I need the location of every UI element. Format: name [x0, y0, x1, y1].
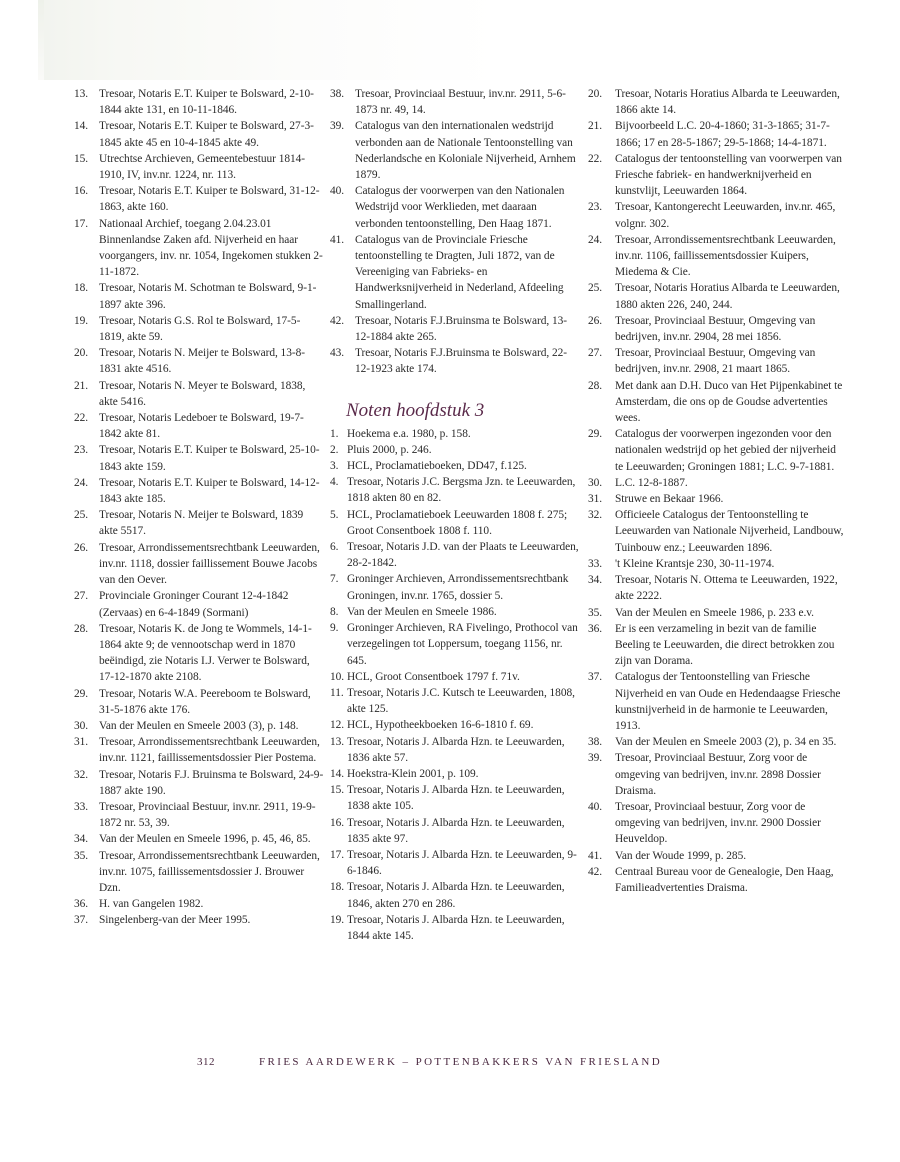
endnote: [330, 118, 582, 183]
endnote-text: Tresoar, Notaris E.T. Kuiper te Bolsward, 14-12-1843 akte 185.: [99, 476, 320, 506]
endnote: [588, 556, 844, 572]
endnote-number: 32.: [74, 768, 89, 781]
endnote: [330, 717, 582, 733]
endnote-number: 39.: [588, 752, 603, 765]
endnote-text: Catalogus der voorwerpen van den Nationalen Wedstrijd voor Werklieden, met daaraan verbonden tentoonstelling, Den Haag 1871.: [355, 185, 565, 230]
endnote-text: Tresoar, Notaris J.C. Bergsma Jzn. te Leeuwarden, 1818 akten 80 en 82.: [347, 476, 576, 505]
endnote-text: Utrechtse Archieven, Gemeentebestuur 1814-1910, IV, inv.nr. 1224, nr. 113.: [99, 152, 306, 182]
endnote-number: 41.: [330, 233, 345, 246]
endnote-number: 3.: [330, 460, 339, 473]
endnote-number: 41.: [588, 849, 603, 862]
endnote-text: Tresoar, Notaris G.S. Rol te Bolsward, 17-5-1819, akte 59.: [99, 314, 301, 344]
endnote-text: Tresoar, Notaris Horatius Albarda te Leeuwarden, 1866 akte 14.: [615, 88, 840, 117]
endnote-number: 33.: [74, 800, 89, 813]
endnote-number: 7.: [330, 573, 339, 586]
endnote-text: Tresoar, Notaris Ledeboer te Bolsward, 19-7-1842 akte 81.: [99, 412, 304, 441]
endnote-number: 19.: [330, 913, 345, 926]
endnote-number: 30.: [588, 476, 603, 489]
endnote-number: 14.: [74, 120, 89, 133]
endnote-number: 25.: [588, 282, 603, 295]
endnote-number: 1.: [330, 427, 339, 440]
endnote: [74, 588, 324, 620]
endnote: [588, 280, 844, 312]
endnote-text: Nationaal Archief, toegang 2.04.23.01 Binnenlandse Zaken afd. Nijverheid en haar voorgangers, inv. nr. 1054, Ingekomen stukken 2-11-1872.: [99, 217, 323, 279]
endnote-number: 6.: [330, 541, 339, 554]
endnote-number: 15.: [330, 784, 345, 797]
endnote-text: Tresoar, Provinciaal Bestuur, Omgeving van bedrijven, inv.nr. 2908, 21 maart 1865.: [615, 347, 816, 376]
endnote: [330, 442, 582, 458]
endnote-number: 8.: [330, 605, 339, 618]
scan-shadow: [0, 0, 900, 80]
endnote-number: 31.: [588, 493, 603, 506]
column-3: [588, 86, 844, 896]
endnote: [74, 345, 324, 377]
running-title: FRIES AARDEWERK – POTTENBAKKERS VAN FRIESLAND: [259, 1056, 663, 1068]
endnote-text: Tresoar, Notaris N. Meijer te Bolsward, 1839 akte 5517.: [99, 509, 304, 538]
endnote: [74, 540, 324, 589]
endnote-text: Tresoar, Notaris N. Meyer te Bolsward, 1838, akte 5416.: [99, 379, 306, 408]
endnote-number: 4.: [330, 476, 339, 489]
endnote: [74, 718, 324, 734]
endnote: [74, 442, 324, 474]
endnote: [330, 669, 582, 685]
endnote-text: Struwe en Bekaar 1966.: [615, 493, 724, 506]
endnote-number: 10.: [330, 670, 345, 683]
endnote: [74, 313, 324, 345]
endnote-text: Catalogus van den internationalen wedstrijd verbonden aan de Nationale Tentoonstelling van Nederlandsche en Koloniale Nijverheid, Arnhem 1879.: [355, 120, 576, 182]
endnote-text: Tresoar, Notaris J. Albarda Hzn. te Leeuwarden, 1838 akte 105.: [347, 784, 565, 813]
endnote: [74, 831, 324, 847]
page-number: 312: [197, 1056, 215, 1068]
endnote-number: 24.: [588, 233, 603, 246]
endnote-number: 32.: [588, 509, 603, 522]
endnote-text: Tresoar, Provinciaal Bestuur, Zorg voor de omgeving van bedrijven, inv.nr. 2898 Dossier Draisma.: [615, 752, 821, 797]
endnote-text: Catalogus van de Provinciale Friesche tentoonstelling te Dragten, Juli 1872, van de Vereeniging van Fabrieks- en Handwerksnijverheid in Nederland, Afdeeling Smallingerland.: [355, 233, 564, 311]
endnote-number: 40.: [330, 185, 345, 198]
endnote-text: Centraal Bureau voor de Genealogie, Den Haag, Familieadvertenties Draisma.: [615, 865, 834, 894]
endnote: [330, 734, 582, 766]
endnote-text: L.C. 12-8-1887.: [615, 476, 688, 489]
endnote-number: 9.: [330, 622, 339, 635]
endnote: [588, 572, 844, 604]
endnote: [588, 378, 844, 427]
endnote-text: H. van Gangelen 1982.: [99, 898, 204, 911]
endnote-text: HCL, Groot Consentboek 1797 f. 71v.: [347, 670, 520, 683]
endnote: [330, 571, 582, 603]
endnote: [588, 86, 844, 118]
endnote: [588, 750, 844, 799]
endnote-number: 16.: [74, 185, 89, 198]
endnote-text: HCL, Proclamatieboeken, DD47, f.125.: [347, 460, 527, 473]
endnote: [330, 912, 582, 944]
endnote: [588, 151, 844, 200]
endnote-number: 35.: [74, 849, 89, 862]
endnote-number: 42.: [330, 314, 345, 327]
endnote: [74, 280, 324, 312]
endnote-number: 38.: [330, 88, 345, 100]
endnote-number: 26.: [74, 541, 89, 554]
section-heading: Noten hoofdstuk 3: [346, 399, 485, 421]
endnote-text: Van der Meulen en Smeele 1986.: [347, 605, 497, 618]
endnote-text: Tresoar, Notaris J. Albarda Hzn. te Leeuwarden, 1835 akte 97.: [347, 816, 565, 845]
endnote-text: Van der Meulen en Smeele 1996, p. 45, 46, 85.: [99, 833, 311, 846]
endnote: [588, 313, 844, 345]
endnote: [588, 199, 844, 231]
column-1: [74, 86, 324, 929]
endnote-number: 28.: [588, 379, 603, 392]
endnote: [74, 475, 324, 507]
endnote: [588, 621, 844, 670]
endnote-number: 21.: [588, 120, 603, 133]
endnote: [330, 847, 582, 879]
endnote: [330, 474, 582, 506]
endnote-number: 16.: [330, 816, 345, 829]
endnote: [74, 410, 324, 442]
endnote-text: Groninger Archieven, RA Fivelingo, Prothocol van verzegelingen tot Loppersum, toegang 1156, nr. 645.: [347, 622, 578, 667]
endnote: [588, 507, 844, 556]
endnote: [330, 458, 582, 474]
endnote: [588, 491, 844, 507]
endnote: [74, 216, 324, 281]
endnote-number: 24.: [74, 476, 89, 489]
endnote: [330, 879, 582, 911]
endnote: [74, 912, 324, 928]
endnote: [330, 345, 582, 377]
endnote-text: Groninger Archieven, Arrondissementsrechtbank Groningen, inv.nr. 1765, dossier 5.: [347, 573, 569, 602]
endnote-number: 27.: [588, 347, 603, 360]
endnote-number: 43.: [330, 347, 345, 360]
endnote-number: 20.: [74, 347, 89, 360]
endnote-text: Tresoar, Arrondissementsrechtbank Leeuwarden, inv.nr. 1118, dossier faillissement Bouwe Jacobs van den Oever.: [99, 541, 320, 587]
endnote-number: 29.: [74, 687, 89, 700]
endnote: [588, 345, 844, 377]
endnote-text: Tresoar, Provinciaal Bestuur, Omgeving van bedrijven, inv.nr. 2904, 28 mei 1856.: [615, 314, 816, 344]
endnote-number: 17.: [74, 217, 89, 230]
endnote-text: Catalogus der tentoonstelling van voorwerpen van Friesche fabriek- en handwerknijverheid en kunstvlijt, Leeuwarden 1864.: [615, 152, 842, 198]
endnote-text: Van der Meulen en Smeele 1986, p. 233 e.v.: [615, 606, 814, 619]
endnote-number: 21.: [74, 379, 89, 392]
endnote-text: Singelenberg-van der Meer 1995.: [99, 914, 251, 927]
endnote-text: Tresoar, Notaris E.T. Kuiper te Bolsward, 27-3-1845 akte 45 en 10-4-1845 akte 49.: [99, 120, 314, 149]
endnote-number: 39.: [330, 120, 345, 133]
endnote-text: Tresoar, Notaris E.T. Kuiper te Bolsward, 31-12-1863, akte 160.: [99, 185, 320, 214]
endnote-text: Tresoar, Notaris N. Meijer te Bolsward, 13-8-1831 akte 4516.: [99, 347, 305, 376]
endnote-number: 42.: [588, 865, 603, 878]
endnote-number: 17.: [330, 848, 345, 861]
endnote-number: 36.: [74, 898, 89, 911]
endnote-number: 34.: [74, 833, 89, 846]
endnote-text: Van der Meulen en Smeele 2003 (2), p. 34 en 35.: [615, 736, 837, 749]
endnote-number: 37.: [588, 671, 603, 684]
endnote-text: Hoekema e.a. 1980, p. 158.: [347, 427, 471, 440]
endnote-number: 13.: [74, 88, 89, 100]
endnote-number: 29.: [588, 428, 603, 441]
endnote-text: Met dank aan D.H. Duco van Het Pijpenkabinet te Amsterdam, die ons op de Goudse advertenties wees.: [615, 379, 843, 425]
endnote: [330, 782, 582, 814]
endnote-text: Tresoar, Notaris J.C. Kutsch te Leeuwarden, 1808, akte 125.: [347, 686, 575, 716]
endnote-number: 22.: [588, 152, 603, 165]
endnote: [588, 799, 844, 848]
endnote: [330, 685, 582, 717]
endnote: [74, 799, 324, 831]
endnote-number: 40.: [588, 800, 603, 813]
endnote-text: Tresoar, Notaris J. Albarda Hzn. te Leeuwarden, 9-6-1846.: [347, 848, 577, 878]
endnote-text: Tresoar, Provinciaal Bestuur, inv.nr. 2911, 19-9-1872 nr. 53, 39.: [99, 800, 316, 830]
endnote-text: HCL, Hypotheekboeken 16-6-1810 f. 69.: [347, 719, 534, 732]
endnote: [74, 378, 324, 410]
endnote-text: Tresoar, Notaris F.J.Bruinsma te Bolsward, 13-12-1884 akte 265.: [355, 314, 568, 344]
endnote: [330, 766, 582, 782]
endnote: [74, 686, 324, 718]
endnote-number: 2.: [330, 443, 339, 456]
endnote-number: 30.: [74, 719, 89, 732]
endnote: [588, 669, 844, 734]
endnote-number: 22.: [74, 412, 89, 425]
endnote-text: Tresoar, Notaris K. de Jong te Wommels, 14-1-1864 akte 9; de vennootschap werd in 1870 beëindigd, zie Notaris I.J. Verwer te Bolsward, 17-12-1870 akte 2108.: [99, 622, 312, 684]
endnote-number: 34.: [588, 574, 603, 587]
endnote-number: 23.: [74, 444, 89, 457]
endnote: [588, 605, 844, 621]
endnote-number: 26.: [588, 314, 603, 327]
endnote: [74, 621, 324, 686]
endnote-number: 25.: [74, 509, 89, 522]
endnote-number: 19.: [74, 314, 89, 327]
endnote-number: 5.: [330, 508, 339, 521]
endnote: [74, 848, 324, 897]
endnote: [330, 313, 582, 345]
endnote: [330, 620, 582, 669]
endnote-text: Catalogus der voorwerpen ingezonden voor den nationalen wedstrijd op het gebied der nijverheid te Leeuwarden; Groningen 1881; L.C. 9-7-1881.: [615, 428, 836, 473]
endnote-number: 31.: [74, 736, 89, 749]
endnote-number: 20.: [588, 88, 603, 100]
endnote-text: Tresoar, Arrondissementsrechtbank Leeuwarden, inv.nr. 1106, faillissementsdossier Kuipers, Miedema & Cie.: [615, 233, 836, 279]
endnote-number: 14.: [330, 767, 345, 780]
endnote-number: 18.: [330, 881, 345, 894]
endnote: [74, 118, 324, 150]
endnote-text: Catalogus der Tentoonstelling van Friesche Nijverheid en van Oude en Hedendaagse Friesche kunstnijverheid in de harmonie te Leeuwarden, 1913.: [615, 671, 841, 732]
endnote: [330, 507, 582, 539]
endnote: [330, 232, 582, 313]
endnote: [74, 767, 324, 799]
endnote-text: Bijvoorbeeld L.C. 20-4-1860; 31-3-1865; 31-7-1866; 17 en 28-5-1867; 29-5-1868; 14-4-1871.: [615, 120, 830, 149]
endnote-number: 37.: [74, 914, 89, 927]
endnote-number: 38.: [588, 736, 603, 749]
endnote-number: 36.: [588, 622, 603, 635]
endnote-text: Tresoar, Notaris J.D. van der Plaats te Leeuwarden, 28-2-1842.: [347, 541, 579, 570]
endnote-number: 15.: [74, 152, 89, 165]
endnote-text: Tresoar, Provinciaal bestuur, Zorg voor de omgeving van bedrijven, inv.nr. 2900 Dossier Heuveldop.: [615, 800, 821, 846]
endnote-number: 35.: [588, 606, 603, 619]
endnote-text: Tresoar, Notaris W.A. Peereboom te Bolsward, 31-5-1876 akte 176.: [99, 687, 311, 716]
endnote-text: Tresoar, Notaris J. Albarda Hzn. te Leeuwarden, 1836 akte 57.: [347, 735, 565, 764]
endnote: [588, 232, 844, 281]
endnote: [330, 183, 582, 232]
endnote: [330, 539, 582, 571]
endnote-number: 33.: [588, 557, 603, 570]
endnote-number: 28.: [74, 622, 89, 635]
endnote-text: Tresoar, Notaris F.J.Bruinsma te Bolsward, 22-12-1923 akte 174.: [355, 347, 568, 376]
endnote: [74, 151, 324, 183]
endnote-text: Pluis 2000, p. 246.: [347, 443, 432, 456]
endnote-number: 12.: [330, 719, 345, 732]
endnote-number: 27.: [74, 590, 89, 603]
endnote-text: HCL, Proclamatieboek Leeuwarden 1808 f. 275; Groot Consentboek 1808 f. 110.: [347, 508, 568, 537]
endnote-text: Hoekstra-Klein 2001, p. 109.: [347, 767, 479, 780]
endnote: [588, 864, 844, 896]
endnote-text: Officieele Catalogus der Tentoonstelling te Leeuwarden van Nationale Nijverheid, Landbouw, Tuinbouw enz.; Leeuwarden 1896.: [615, 509, 844, 554]
endnote-text: Provinciale Groninger Courant 12-4-1842 (Zervaas) en 6-4-1849 (Sormani): [99, 590, 289, 619]
endnote: [74, 86, 324, 118]
endnote: [330, 604, 582, 620]
endnote-text: Tresoar, Notaris E.T. Kuiper te Bolsward, 25-10-1843 akte 159.: [99, 444, 320, 473]
endnote: [330, 86, 582, 118]
endnote-text: Tresoar, Notaris M. Schotman te Bolsward, 9-1-1897 akte 396.: [99, 282, 317, 311]
endnote-text: Van der Meulen en Smeele 2003 (3), p. 148.: [99, 719, 299, 732]
endnote-number: 23.: [588, 201, 603, 214]
endnote-text: Tresoar, Notaris J. Albarda Hzn. te Leeuwarden, 1846, akten 270 en 286.: [347, 881, 565, 910]
scan-edge: [38, 0, 44, 80]
endnote-text: Van der Woude 1999, p. 285.: [615, 849, 747, 862]
endnote: [588, 475, 844, 491]
endnote: [588, 848, 844, 864]
endnote-text: Tresoar, Provinciaal Bestuur, inv.nr. 2911, 5-6-1873 nr. 49, 14.: [355, 88, 566, 117]
endnote: [330, 815, 582, 847]
endnote: [588, 734, 844, 750]
endnote-text: Tresoar, Notaris E.T. Kuiper te Bolsward, 2-10-1844 akte 131, en 10-11-1846.: [99, 88, 314, 117]
endnote: [74, 896, 324, 912]
endnote: [74, 734, 324, 766]
endnote-text: Er is een verzameling in bezit van de familie Beeling te Leeuwarden, die direct betrokken zou zijn van Dorama.: [615, 622, 835, 668]
endnote-number: 13.: [330, 735, 345, 748]
endnote-text: Tresoar, Arrondissementsrechtbank Leeuwarden, inv.nr. 1075, faillissementsdossier J. Brouwer Dzn.: [99, 849, 320, 894]
endnote-number: 18.: [74, 282, 89, 295]
endnote-text: Tresoar, Notaris F.J. Bruinsma te Bolsward, 24-9-1887 akte 190.: [99, 768, 324, 797]
endnote-text: Tresoar, Notaris J. Albarda Hzn. te Leeuwarden, 1844 akte 145.: [347, 913, 565, 942]
endnote-text: Tresoar, Arrondissementsrechtbank Leeuwarden, inv.nr. 1121, faillissementsdossier Pier Postema.: [99, 736, 320, 765]
column-2: [330, 86, 582, 944]
endnote: [588, 118, 844, 150]
endnote-number: 11.: [330, 686, 344, 699]
endnote: [74, 183, 324, 215]
endnote: [74, 507, 324, 539]
endnote-text: 't Kleine Krantsje 230, 30-11-1974.: [615, 557, 775, 570]
endnote-text: Tresoar, Notaris Horatius Albarda te Leeuwarden, 1880 akten 226, 240, 244.: [615, 282, 840, 311]
endnote-text: Tresoar, Kantongerecht Leeuwarden, inv.nr. 465, volgnr. 302.: [615, 201, 836, 230]
endnote: [588, 426, 844, 475]
endnote: [330, 426, 582, 442]
endnote-text: Tresoar, Notaris N. Ottema te Leeuwarden, 1922, akte 2222.: [615, 574, 838, 603]
